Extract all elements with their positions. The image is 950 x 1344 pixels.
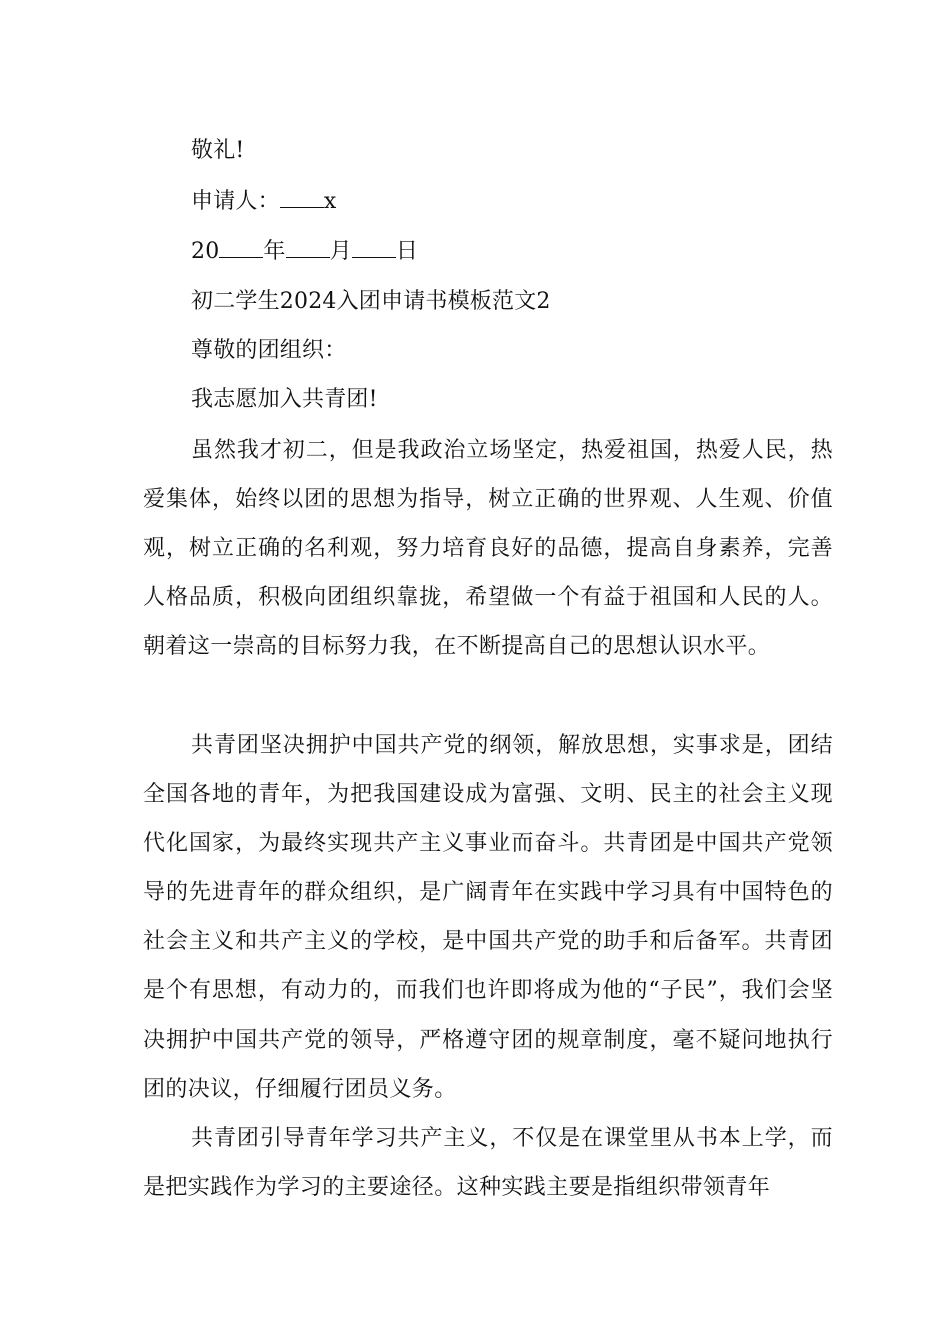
applicant-label: 申请人： — [191, 189, 280, 214]
applicant-name: x — [323, 189, 337, 214]
date-month-label: 月 — [329, 239, 352, 264]
day-blank — [352, 237, 396, 258]
statement: 我志愿加入共青团! — [191, 387, 378, 412]
paragraph-1: 虽然我才初二，但是我政治立场坚定，热爱祖国，热爱人民，热爱集体，始终以团的思想为指导，树立正确的世界观、人生观、价值观，树立正确的名利观，努力培育良好的品德，提高自身素养，完善人格品质，积极向团组织靠拢，希望做一个有益于祖国和人民的人。朝着这一崇高的目标努力我，在不断提高自己的思想认识水平。 — [143, 438, 833, 660]
applicant-blank — [280, 187, 324, 208]
paragraph-3: 共青团引导青年学习共产主义，不仅是在课堂里从书本上学，而是把实践作为学习的主要途径。这种实践主要是指组织带领青年 — [143, 1126, 833, 1201]
applicant-line — [191, 187, 881, 217]
date-day-label: 日 — [395, 239, 419, 264]
year-blank — [219, 237, 263, 258]
closing-salutation: 敬礼! — [191, 138, 245, 163]
date-year-label: 年 — [263, 239, 286, 264]
greeting: 尊敬的团组织： — [191, 338, 347, 363]
date-prefix: 20 — [191, 239, 220, 264]
paragraph-2: 共青团坚决拥护中国共产党的纲领，解放思想，实事求是，团结全国各地的青年，为把我国建设成为富强、文明、民主的社会主义现代化国家，为最终实现共产主义事业而奋斗。共青团是中国共产党领导的先进青年的群众组织，是广阔青年在实践中学习具有中国特色的社会主义和共产主义的学校，是中国共产党的助手和后备军。共青团是个有思想，有动力的，而我们也许即将成为他的“子民”，我们会坚决拥护中国共产党的领导，严格遵守团的规章制度，毫不疑问地执行团的决议，仔细履行团员义务。 — [143, 733, 833, 1102]
month-blank — [286, 237, 330, 258]
date-line — [191, 237, 881, 267]
article-title: 初二学生2024入团申请书模板范文2 — [191, 289, 551, 314]
